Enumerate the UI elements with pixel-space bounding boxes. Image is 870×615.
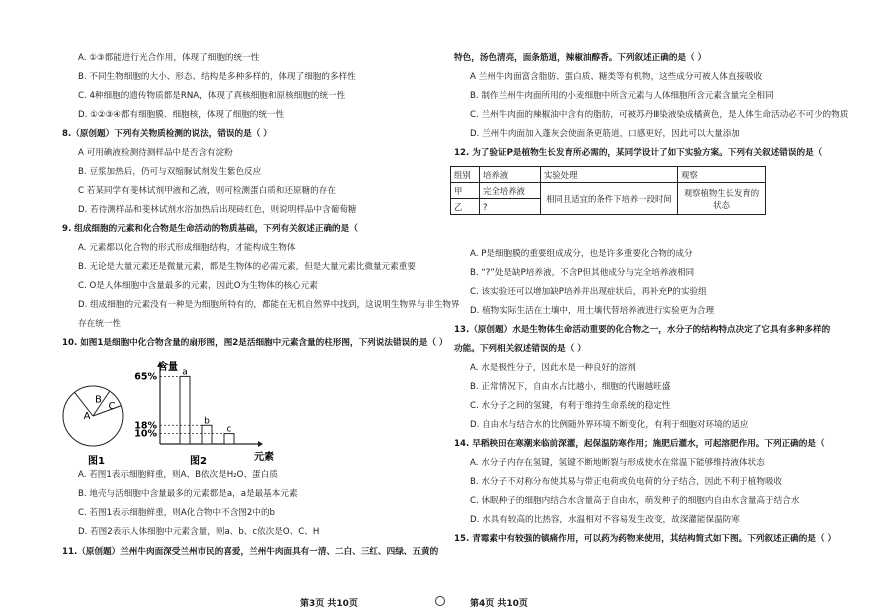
text-line: 15. 青霉素中有较强的镇痛作用，可以药为药物来使用，其结构简式如下图。下列叙述正确的是（ ）: [454, 534, 837, 544]
pie-chart-figure-1: [63, 386, 123, 467]
experiment-table: [450, 166, 766, 215]
text-line: A. P是细胞膜的重要组成成分，也是许多重要化合物的成分: [470, 249, 693, 259]
text-line: C. 兰州牛肉面的辣椒油中含有的脂肪，可被苏丹Ⅲ染液染成橘黄色，是人体生命活动必不可少的物质: [470, 110, 849, 120]
table-header: 培养液: [480, 167, 541, 183]
text-line: A 可用碘液检测待测样品中是否含有淀粉: [78, 148, 233, 158]
text-line: 10. 如图1是细胞中化合物含量的扇形图，图2是活细胞中元素含量的柱形图，下列说法错误的是（ ）: [62, 338, 448, 348]
bar-label: b: [204, 416, 210, 427]
y-tick-label: 18%: [134, 420, 157, 432]
bar-caption: 图2: [190, 456, 207, 467]
binding-hole-icon: [435, 596, 445, 606]
text-line: C. O是人体细胞中含量最多的元素，因此O为生物体的核心元素: [78, 281, 318, 291]
text-line: 9. 组成细胞的元素和化合物是生命活动的物质基础，下列有关叙述正确的是（: [62, 224, 358, 234]
pie-slice-edge: [93, 406, 121, 416]
x-axis-arrow: [258, 441, 263, 447]
text-line: C. 若图1表示细胞鲜重，则A化合物中不含图2中的b: [78, 508, 276, 518]
text-line: B. 制作兰州牛肉面所用的小麦细胞中所含元素与人体细胞所含元素含量完全相同: [470, 91, 774, 101]
text-line: D. 组成细胞的元素没有一种是为细胞所特有的，都能在无机自然界中找到，这说明生物界与非生物界: [78, 300, 460, 310]
text-line: A. 若图1表示细胞鲜重，则A、B依次是H₂O、蛋白质: [78, 470, 278, 480]
text-line: 8.（原创题）下列有关物质检测的说法，错误的是（ ）: [62, 129, 272, 139]
text-line: 13.（原创题）水是生物体生命活动重要的化合物之一，水分子的结构特点决定了它具有多种多样的: [454, 325, 831, 335]
text-line: 11.（原创题）兰州牛肉面深受兰州市民的喜爱，兰州牛肉面具有一清、二白、三红、四绿、五黄的: [62, 547, 439, 557]
bar: [202, 425, 212, 444]
pie-slice-label: A: [83, 411, 91, 422]
text-line: B. 豆浆加热后，仍可与双缩脲试剂发生紫色反应: [78, 167, 262, 177]
text-line: B. “?”处是缺P培养液，不含P但其他成分与完全培养液相同: [470, 268, 695, 278]
text-line: C 若某同学有斐林试剂甲液和乙液，则可检测蛋白质和还原糖的存在: [78, 186, 336, 196]
bar: [224, 434, 234, 444]
text-line: 14. 早稻秧田在寒潮来临前深灌，起保温防寒作用；施肥后灌水，可起溶肥作用。下列正确的是（: [454, 439, 825, 449]
y-axis-label: 含量: [158, 362, 178, 373]
text-line: B. 不同生物细胞的大小、形态、结构是多种多样的，体现了细胞的多样性: [78, 72, 356, 82]
figure-10: [60, 358, 320, 470]
bar-chart-figure-2: [134, 360, 274, 467]
pie-slice-label: C: [108, 400, 116, 412]
text-line: D. ①②③④都有细胞膜、细胞核，体现了细胞的统一性: [78, 110, 285, 120]
table-cell: 乙: [451, 199, 480, 215]
table-header: 实验处理: [541, 167, 678, 183]
y-tick-label: 65%: [134, 371, 157, 383]
text-line: 功能。下列相关叙述错误的是（ ）: [454, 344, 586, 354]
table-header-row: [451, 167, 766, 183]
pie-caption: 图1: [88, 456, 105, 467]
text-line: 特色，汤色清亮，面条筋道，辣椒油醇香。下列叙述正确的是（ ）: [454, 53, 707, 63]
table-cell: 甲: [451, 183, 480, 199]
text-line: D. 若待测样品和斐林试剂水浴加热后出现砖红色，则说明样品中含葡萄糖: [78, 205, 357, 215]
text-line: A. ①③都能进行光合作用，体现了细胞的统一性: [78, 53, 260, 63]
text-line: B. 地壳与活细胞中含量最多的元素都是a，a是最基本元素: [78, 489, 298, 499]
text-line: B. 水分子不对称分布使其易与带正电荷或负电荷的分子结合，因此不利于植物吸收: [470, 477, 783, 487]
table-cell: 观察植物生长发育的状态: [678, 183, 766, 215]
x-axis-label: 元素: [254, 452, 274, 463]
text-line: 存在统一性: [78, 319, 121, 329]
table-cell: ?: [480, 199, 541, 215]
page-footer-left: 第3页 共10页: [300, 599, 358, 609]
page-footer-right: 第4页 共10页: [470, 599, 528, 609]
bar-label: a: [182, 367, 188, 378]
text-line: 12. 为了验证P是植物生长发育所必需的，某同学设计了如下实验方案。下列有关叙述错误的是（: [454, 148, 823, 158]
pie-slice-label: B: [94, 394, 102, 406]
text-line: C. 该实验还可以增加缺P培养并出现症状后，再补充P的实验组: [470, 287, 707, 297]
table-cell: 相同且适宜的条件下培养一段时间: [541, 183, 678, 215]
table-row: [451, 183, 766, 199]
text-line: A 兰州牛肉面富含脂肪、蛋白质、糖类等有机物，这些成分可被人体直接吸收: [470, 72, 763, 82]
text-line: B. 无论是大量元素还是微量元素，都是生物体的必需元素，但是大量元素比微量元素重要: [78, 262, 416, 272]
text-line: A. 水分子内存在氢键，氢键不断地断裂与形成使水在常温下能够维持液体状态: [470, 458, 765, 468]
text-line: C. 休眠种子的细胞内结合水含量高于自由水，萌发种子的细胞内自由水含量高于结合水: [470, 496, 800, 506]
text-line: C. 水分子之间的氢键，有利于维持生命系统的稳定性: [470, 401, 671, 411]
table-cell: 完全培养液: [480, 183, 541, 199]
text-line: D. 若图2表示人体细胞中元素含量，则a、b、c依次是O、C、H: [78, 527, 320, 537]
table-header: 组别: [451, 167, 480, 183]
text-line: A. 元素都以化合物的形式形成细胞结构，才能构成生物体: [78, 243, 296, 253]
y-tick-label: 10%: [134, 428, 157, 440]
text-line: D. 兰州牛肉面加入蓬灰会使面条更筋道，口感更好，因此可以大量添加: [470, 129, 740, 139]
text-line: D. 植物实际生活在土壤中，用土壤代替培养液进行实验更为合理: [470, 306, 715, 316]
bar-label: c: [226, 424, 232, 435]
text-line: A. 水是极性分子，因此水是一种良好的溶剂: [470, 363, 636, 373]
text-line: D. 自由水与结合水的比例随外界环境不断变化，有利于细胞对环境的适应: [470, 420, 749, 430]
table-header: 观察: [678, 167, 766, 183]
text-line: B. 正常情况下，自由水占比越小，细胞的代谢越旺盛: [470, 382, 671, 392]
text-line: D. 水具有较高的比热容，水温相对不容易发生改变，故深灌能保温防寒: [470, 515, 740, 525]
text-line: C. 4种细胞的遗传物质都是RNA，体现了真核细胞和原核细胞的统一性: [78, 91, 346, 101]
